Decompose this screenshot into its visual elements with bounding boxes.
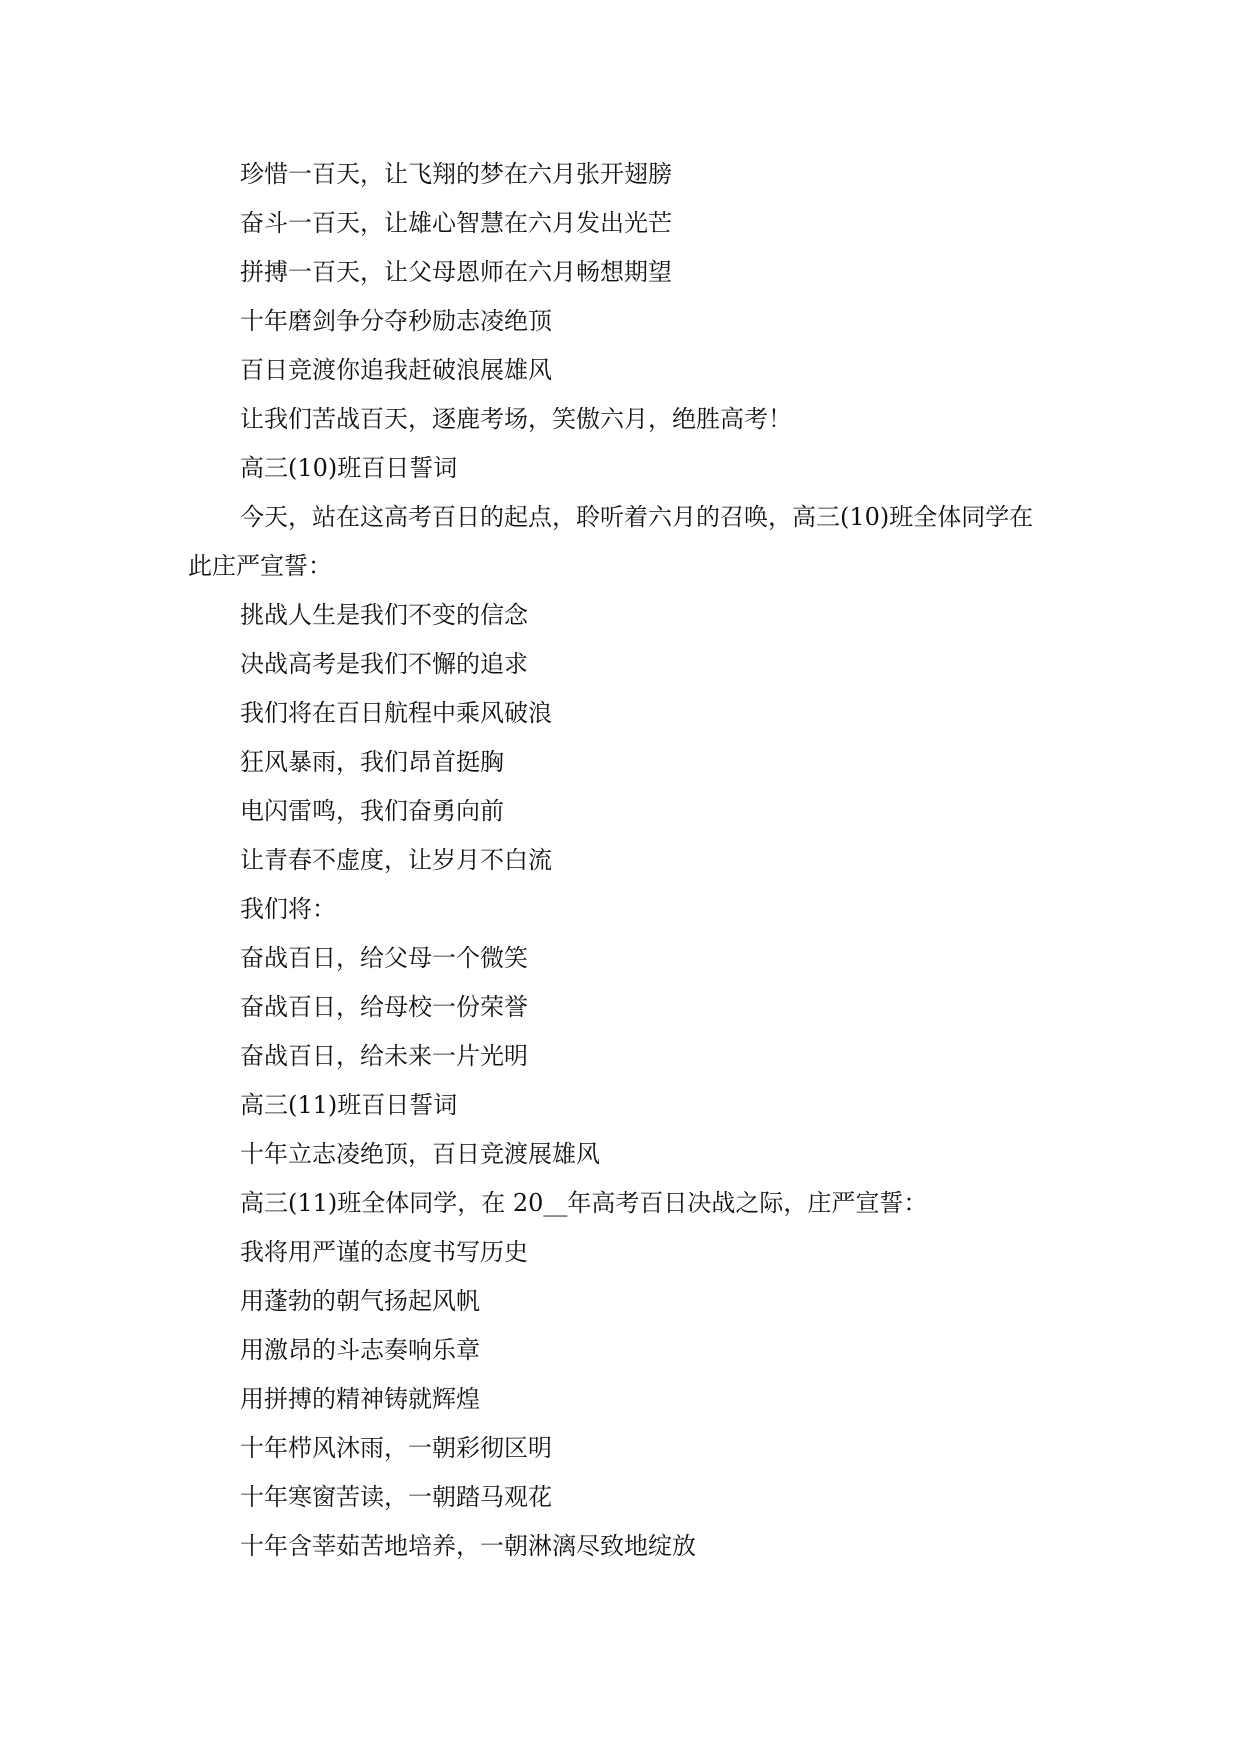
text-line: 奋斗一百天，让雄心智慧在六月发出光芒	[240, 209, 672, 237]
text-line: 十年栉风沐雨，一朝彩彻区明	[240, 1434, 552, 1462]
paragraph: 今天，站在这高考百日的起点，聆听着六月的召唤，高三(10)班全体同学在此庄严宣誓：	[188, 503, 1034, 580]
text-line: 十年含莘茹苦地培养，一朝淋漓尽致地绽放	[240, 1532, 696, 1560]
section-heading: 高三(10)班百日誓词	[240, 454, 458, 482]
text-line: 奋战百日，给未来一片光明	[240, 1042, 528, 1070]
text-line: 我们将：	[240, 895, 336, 923]
text-line: 狂风暴雨，我们昂首挺胸	[240, 748, 504, 776]
text-line: 奋战百日，给母校一份荣誉	[240, 993, 528, 1021]
text-line: 挑战人生是我们不变的信念	[240, 601, 528, 629]
text-line: 高三(11)班全体同学，在 20__年高考百日决战之际，庄严宣誓：	[240, 1189, 928, 1217]
text-line: 珍惜一百天，让飞翔的梦在六月张开翅膀	[240, 160, 672, 188]
text-line: 十年立志凌绝顶，百日竞渡展雄风	[240, 1140, 600, 1168]
document-body	[188, 150, 1068, 1571]
text-line: 十年寒窗苦读，一朝踏马观花	[240, 1483, 552, 1511]
text-line: 我将用严谨的态度书写历史	[240, 1238, 528, 1266]
text-line: 让青春不虚度，让岁月不白流	[240, 846, 552, 874]
text-line: 十年磨剑争分夺秒励志凌绝顶	[240, 307, 552, 335]
text-line: 决战高考是我们不懈的追求	[240, 650, 528, 678]
text-line: 用蓬勃的朝气扬起风帆	[240, 1287, 480, 1315]
text-line: 用激昂的斗志奏响乐章	[240, 1336, 480, 1364]
text-line: 拼搏一百天，让父母恩师在六月畅想期望	[240, 258, 672, 286]
text-line: 让我们苦战百天，逐鹿考场，笑傲六月，绝胜高考！	[240, 405, 792, 433]
text-line: 我们将在百日航程中乘风破浪	[240, 699, 552, 727]
text-line: 用拼搏的精神铸就辉煌	[240, 1385, 480, 1413]
text-line: 百日竞渡你追我赶破浪展雄风	[240, 356, 552, 384]
section-heading: 高三(11)班百日誓词	[240, 1091, 458, 1119]
text-line: 奋战百日，给父母一个微笑	[240, 944, 528, 972]
text-line: 电闪雷鸣，我们奋勇向前	[240, 797, 504, 825]
